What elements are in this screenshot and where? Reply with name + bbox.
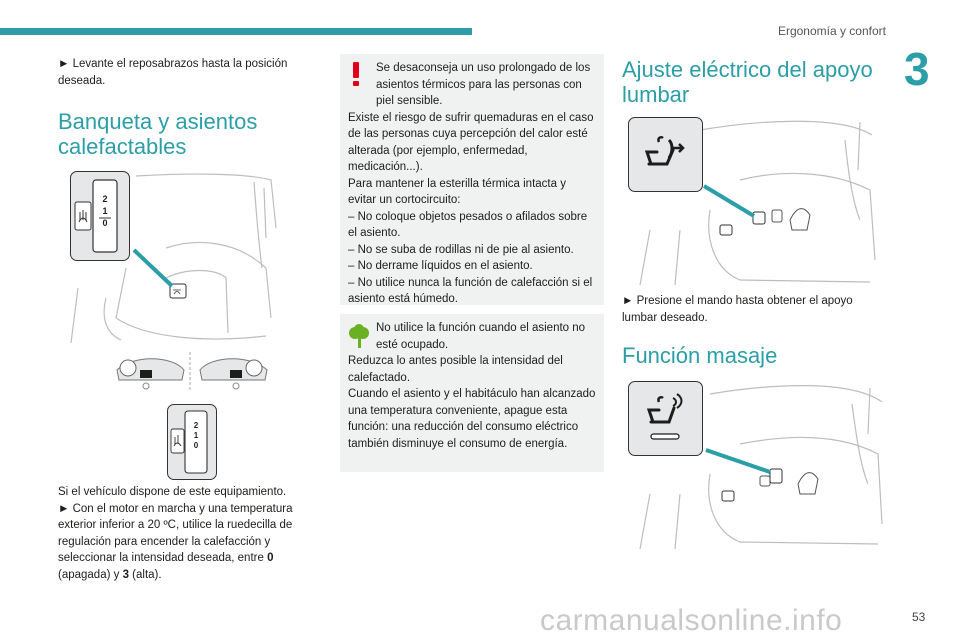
steering-wheel-diagrams [112,350,272,394]
eco-line: No utilice la función cuando el asiento no esté ocupado. [376,322,586,351]
instruction-text-b: (apagada) y [58,568,123,581]
heading-heated-seats: Banqueta y asientos calefactables [58,109,258,159]
dial-label-0: 0 [102,218,108,228]
dial-label-0b: 0 [193,441,199,450]
dial-label-1: 1 [102,206,108,216]
warning-box [340,54,604,305]
massage-button-card [628,381,703,456]
eco-leaf-icon [348,324,370,348]
instruction-text-a: ► Con el motor en marcha y una temperatura exterior inferior a 20 ºC, utilice la ruedecilla de regulación para encender la calefacción y seleccionar la intensidad deseada, entre [58,502,293,564]
heating-dial-icon-bottom [168,405,215,478]
warning-line: – No coloque objetos pesados o afilados sobre el asiento. [348,210,588,239]
warning-line: Existe el riesgo de sufrir quemaduras en el caso de las personas cuya percepción del calor esté alterada (por ejemplo, enfermedad, medicación...). [348,111,594,173]
page-number: 53 [912,610,926,624]
warning-line: Se desaconseja un uso prolongado de los asientos térmicos para las personas con piel sensible. [376,62,591,107]
lumbar-support-icon [629,118,701,190]
massage-icon [629,382,701,454]
footer-watermark: carmanualsonline.info [540,604,843,637]
intensity-max: 3 [122,568,129,581]
seat-heating-dial-card-top [70,171,130,261]
heating-instruction [58,501,316,584]
eco-line: Cuando el asiento y el habitáculo han alcanzado una temperatura conveniente, apague esta función: una reducción del consumo eléctrico también disminuye el consumo de energía. [348,388,596,450]
instruction-text-c: (alta). [128,568,162,581]
eco-line: Reduzca lo antes posible la intensidad del calefactado. [348,355,563,384]
warning-line: Para mantener la esterilla térmica intacta y evitar un cortocircuito: [348,177,566,206]
lumbar-button-card [628,117,703,192]
heading-lumbar: Ajuste eléctrico del apoyo lumbar [622,57,873,107]
warning-line: – No se suba de rodillas ni de pie al asiento. [348,243,574,256]
seat-heating-dial-card-bottom [167,404,217,480]
dial-label-2: 2 [102,194,108,204]
dial-label-1b: 1 [193,431,199,440]
intensity-min: 0 [267,552,274,564]
eco-box [340,314,604,472]
header-accent-bar [0,28,472,35]
equipment-note: Si el vehículo dispone de este equipamiento. [58,486,287,498]
lumbar-instruction: ► Presione el mando hasta obtener el apoyo lumbar deseado. [622,295,853,324]
warning-exclamation-icon [350,62,362,86]
armrest-instruction: ► Levante el reposabrazos hasta la posición deseada. [58,58,288,87]
warning-line: – No utilice nunca la función de calefacción si el asiento está húmedo. [348,276,593,305]
heated-seats-body [58,484,316,583]
dial-label-2b: 2 [193,421,199,430]
chapter-number: 3 [904,43,930,95]
warning-line: – No derrame líquidos en el asiento. [348,260,533,272]
heating-dial-icon [71,172,128,259]
heading-massage: Función masaje [622,343,778,368]
section-title: Ergonomía y confort [777,24,886,38]
column-1 [58,56,308,159]
